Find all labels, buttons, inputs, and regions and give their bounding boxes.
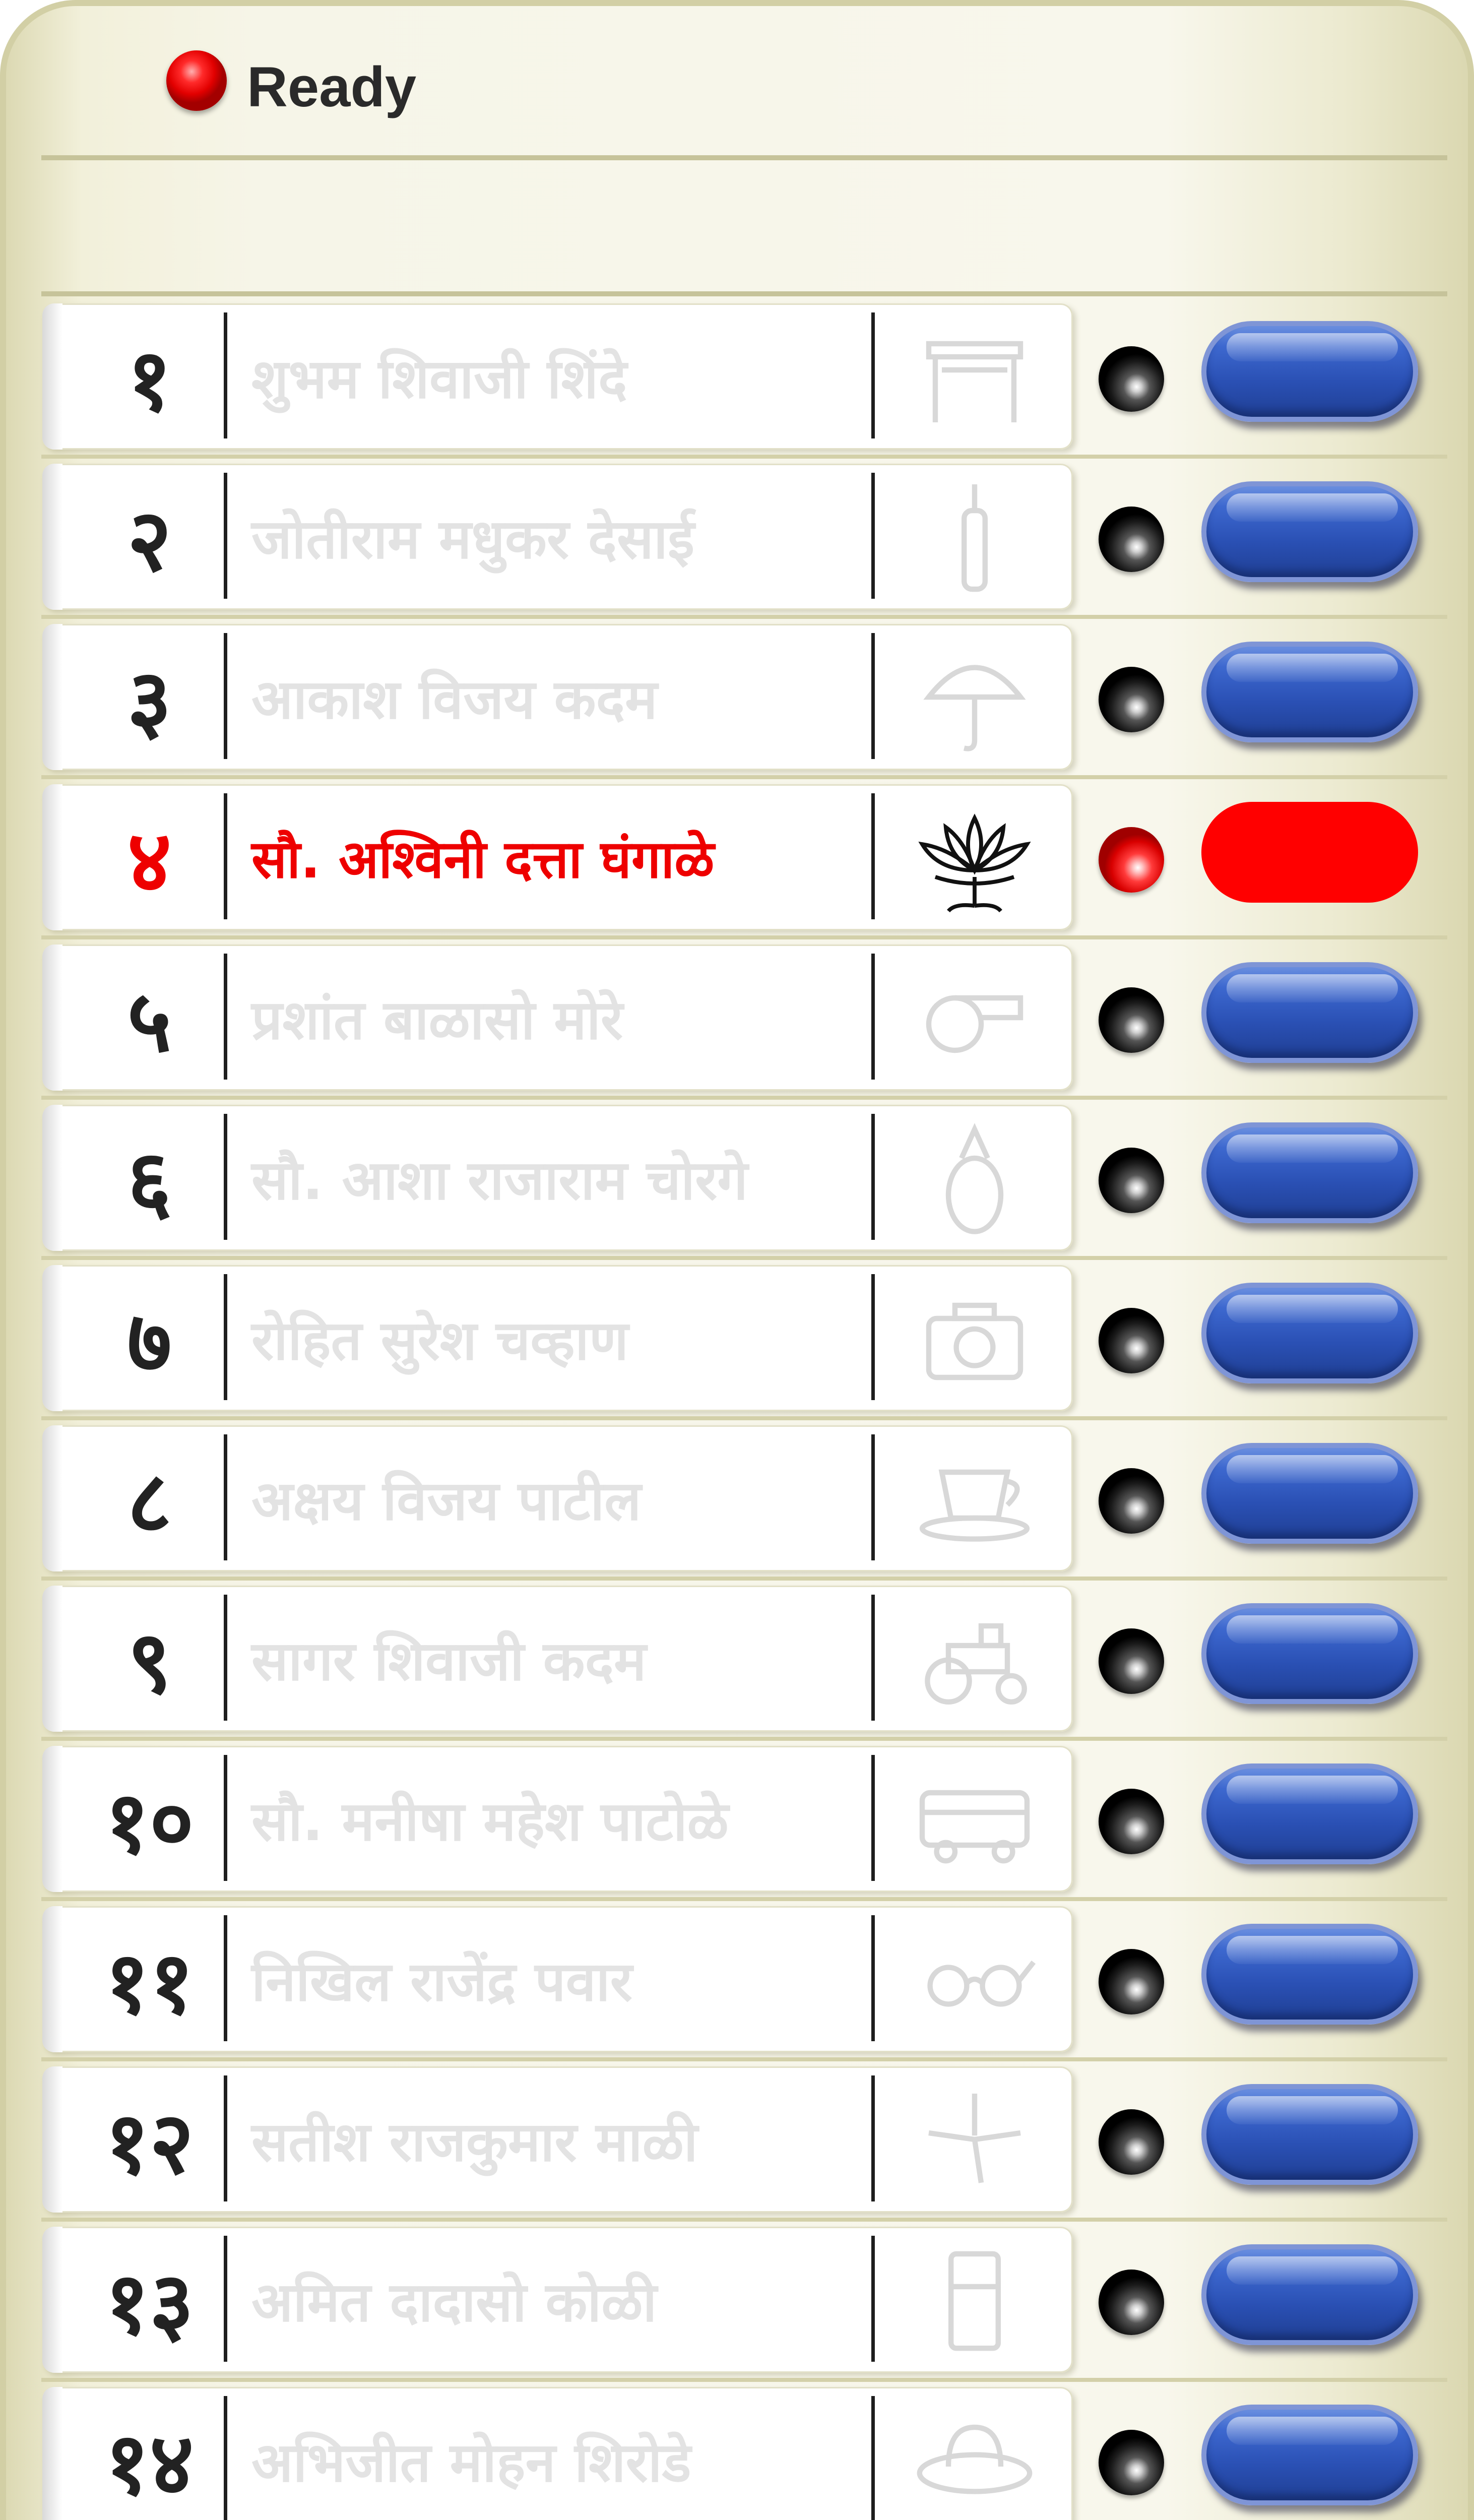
vote-button-6[interactable] [1201,1122,1418,1223]
divider [871,633,875,759]
candidate-serial: ९ [127,1613,172,1713]
divider [871,1114,875,1240]
panel-edge [42,1586,62,1732]
panel-edge [42,624,62,770]
spectacles-icon [879,1916,1070,2042]
vote-button-7[interactable] [1201,1283,1418,1383]
vote-button-14[interactable] [1201,2405,1418,2505]
lotus-icon [879,794,1070,920]
candidate-row-4 [6,779,1474,939]
candidate-row-3 [6,619,1474,779]
candidate-serial: ४ [127,811,172,911]
row-separator [41,2057,1447,2061]
vote-button-9[interactable] [1201,1603,1418,1704]
ceiling-fan-icon [879,2076,1070,2202]
candidate-serial: ८ [127,1453,172,1552]
vote-button-10[interactable] [1201,1763,1418,1864]
row-separator [41,1416,1447,1420]
divider [871,793,875,919]
candidate-led-icon [1099,2430,1164,2495]
candidate-panel [42,303,1073,450]
vote-button-11[interactable] [1201,1924,1418,2025]
row-separator [41,2218,1447,2222]
candidate-led-icon [1099,507,1164,572]
candidate-panel [42,784,1073,930]
umbrella-icon [879,634,1070,760]
candidate-name: आकाश विजय कदम [251,668,658,731]
candidate-name: सौ. आशा राजाराम चोरगे [251,1149,748,1212]
candidate-panel [42,1586,1073,1732]
candidate-led-icon [1099,1308,1164,1373]
candidate-led-icon [1099,1789,1164,1854]
candidate-led-icon [1099,346,1164,412]
divider [224,2396,227,2520]
ready-lamp-icon [166,50,227,111]
candidate-panel [42,1105,1073,1251]
row-separator [41,1577,1447,1581]
panel-edge [42,944,62,1091]
candidate-serial: १४ [105,2414,194,2514]
panel-edge [42,303,62,450]
divider [871,1274,875,1400]
divider [224,954,227,1080]
candidate-name: सौ. अश्विनी दत्ता घंगाळे [251,828,715,890]
candidate-name: अक्षय विजय पाटील [251,1469,642,1533]
candidate-row-5 [6,939,1474,1100]
divider [224,633,227,759]
candidate-panel [42,1265,1073,1411]
divider [224,1595,227,1721]
cup-saucer-icon [879,1435,1070,1561]
divider [871,954,875,1080]
cricket-bat-icon [879,474,1070,600]
candidate-serial: ६ [127,1132,172,1232]
panel-edge [42,1425,62,1571]
table-icon [879,313,1070,439]
candidate-name: प्रशांत बाळासो मोरे [251,988,623,1052]
header-divider [41,291,1447,296]
divider [224,793,227,919]
divider [871,1915,875,2041]
vote-button-2[interactable] [1201,481,1418,582]
candidate-led-icon [1099,2109,1164,2175]
panel-edge [42,1746,62,1892]
panel-edge [42,784,62,930]
whistle-icon [879,955,1070,1081]
candidate-panel [42,944,1073,1091]
vote-button-13[interactable] [1201,2244,1418,2345]
candidate-led-icon [1099,1148,1164,1213]
candidate-serial: ३ [127,651,172,751]
candidate-name: सतीश राजकुमार माळी [251,2110,698,2174]
divider [871,312,875,438]
candidate-name: निखिल राजेंद्र पवार [251,1950,632,2013]
divider [871,1755,875,1881]
row-separator [41,455,1447,459]
candidate-name: सागर शिवाजी कदम [251,1629,647,1693]
camera-icon [879,1275,1070,1401]
vote-button-5[interactable] [1201,962,1418,1063]
candidate-serial: १२ [105,2094,194,2193]
candidate-row-14 [6,2382,1474,2520]
tractor-icon [879,1596,1070,1722]
candidate-serial: ११ [105,1933,194,2033]
divider [224,1915,227,2041]
candidate-row-12 [6,2061,1474,2222]
vote-button-12[interactable] [1201,2084,1418,2185]
candidate-panel [42,2066,1073,2213]
row-separator [41,1096,1447,1100]
candidate-name: अमित दादासो कोळी [251,2271,657,2334]
candidate-row-9 [6,1581,1474,1741]
candidate-row-1 [6,298,1474,459]
status-bar [6,6,1474,157]
candidate-name: सौ. मनीषा महेश पाटोळे [251,1790,729,1853]
candidate-row-2 [6,459,1474,619]
panel-edge [42,2227,62,2373]
candidate-serial: १० [105,1773,194,1873]
candidate-row-13 [6,2222,1474,2382]
row-separator [41,2378,1447,2382]
candidate-name: जोतीराम मधुकर देसाई [251,508,695,571]
candidate-panel [42,1746,1073,1892]
candidate-panel [42,1906,1073,2052]
divider [871,2396,875,2520]
candidate-panel [42,2227,1073,2373]
divider [224,1274,227,1400]
divider [871,2075,875,2201]
candidate-row-6 [6,1100,1474,1260]
divider [224,1114,227,1240]
row-separator [41,1897,1447,1901]
row-separator [41,935,1447,939]
vote-button-4[interactable] [1201,802,1418,903]
panel-edge [42,464,62,610]
ready-label: Ready [247,55,417,118]
bus-icon [879,1756,1070,1882]
candidate-name: रोहित सुरेश चव्हाण [251,1309,629,1372]
candidate-row-11 [6,1901,1474,2061]
vote-button-8[interactable] [1201,1443,1418,1544]
divider [224,2075,227,2201]
candidate-name: अभिजीत मोहन शिरोडे [251,2431,691,2494]
vote-button-1[interactable] [1201,321,1418,422]
candidate-serial: ७ [127,1292,172,1392]
top-divider [41,155,1447,160]
candidate-row-8 [6,1420,1474,1581]
panel-edge [42,1105,62,1251]
divider [871,1434,875,1560]
row-separator [41,1737,1447,1741]
panel-edge [42,2387,62,2520]
candidate-panel [42,2387,1073,2520]
candidate-serial: १३ [105,2254,194,2354]
divider [224,1434,227,1560]
candidate-led-icon [1099,667,1164,732]
candidate-led-icon [1099,2270,1164,2335]
candidate-led-icon [1099,827,1164,893]
candidate-serial: २ [127,491,172,591]
candidate-panel [42,464,1073,610]
candidate-row-10 [6,1741,1474,1901]
candidate-panel [42,624,1073,770]
candidate-serial: ५ [127,972,172,1072]
candidate-name: शुभम शिवाजी शिंदे [251,347,627,411]
divider [871,473,875,599]
row-separator [41,615,1447,619]
divider [224,312,227,438]
divider [224,1755,227,1881]
divider [871,1595,875,1721]
candidate-row-7 [6,1260,1474,1420]
candidate-led-icon [1099,987,1164,1053]
candidate-panel [42,1425,1073,1571]
hat-icon [879,2397,1070,2520]
divider [224,473,227,599]
divider [224,2236,227,2362]
vote-button-3[interactable] [1201,642,1418,742]
pineapple-icon [879,1115,1070,1241]
candidate-led-icon [1099,1468,1164,1534]
panel-edge [42,1906,62,2052]
row-separator [41,775,1447,779]
panel-edge [42,1265,62,1411]
panel-edge [42,2066,62,2213]
divider [871,2236,875,2362]
candidate-serial: १ [127,331,172,430]
row-separator [41,1256,1447,1260]
candidate-led-icon [1099,1628,1164,1694]
refrigerator-icon [879,2237,1070,2363]
candidate-led-icon [1099,1949,1164,2014]
